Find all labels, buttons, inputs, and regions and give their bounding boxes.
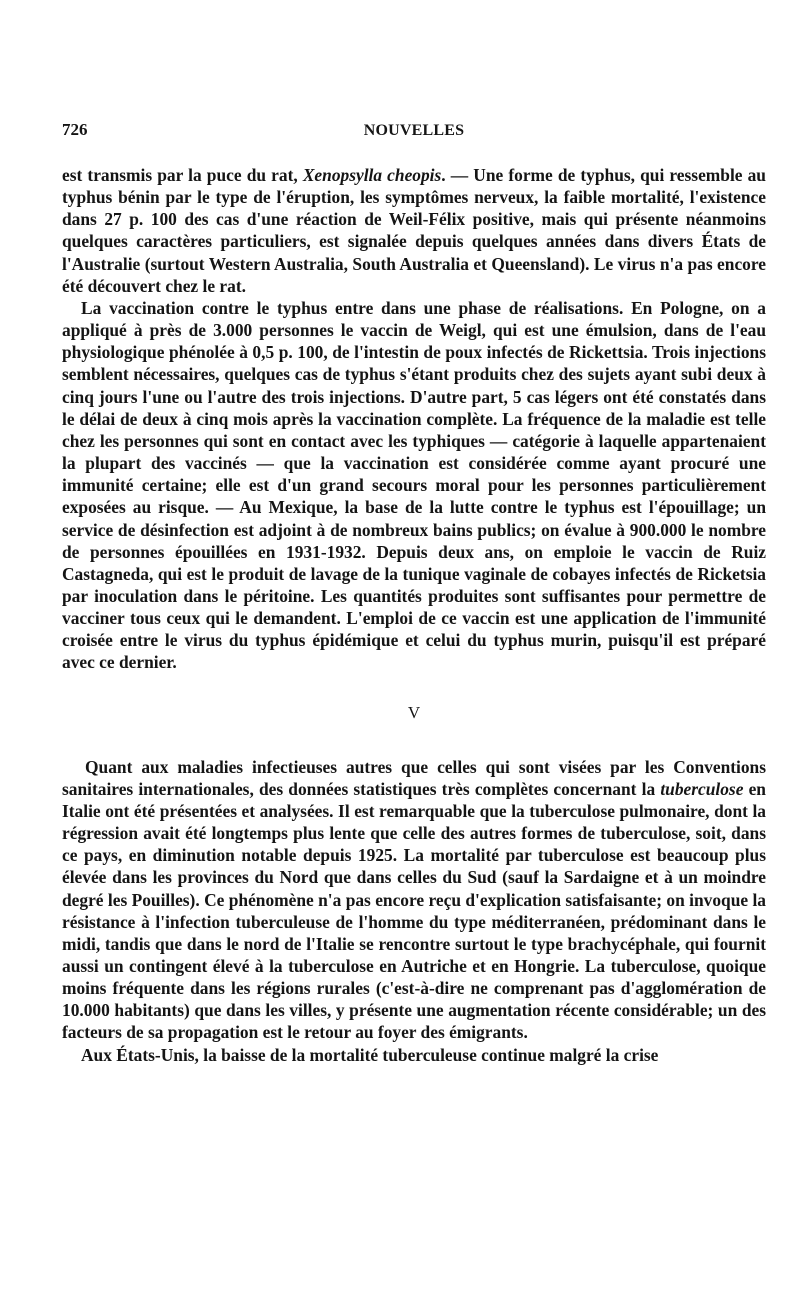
paragraph-text-end: . — Une forme de typhus, qui ressemble au typhus bénin par le type de l'éruption, les symptômes nerveux, la faible mortalité, l'existence dans 27 p. 100 des cas d'une réaction de Weil-Félix positive, mais qui présente néanmoins quelques caractères particuliers, est signalée depuis quelques années dans divers États de l'Australie (surtout Western Australia, South Australia et Queensland). Le virus n'a pas encore été découvert chez le rat. [62,165,766,296]
paragraph-text-end: en Italie ont été présentées et analysées. Il est remarquable que la tuberculose pulmonaire, dont la régression avait été longtemps plus lente que celle des autres formes de tuberculose, soit, dans ce pays, en diminution notable depuis 1925. La mortalité par tuberculose est beaucoup plus élevée dans les provinces du Nord que dans celles du Sud (sauf la Sardaigne et à un moindre degré les Pouilles). Ce phénomène n'a pas encore reçu d'explication satisfaisante; on invoque la résistance à l'infection tuberculeuse de l'homme du type méditerranéen, prédominant dans le midi, tandis que dans le nord de l'Italie se rencontre surtout le type brachycéphale, qui fournit aussi un contingent élevé à la tuberculose en Autriche et en Hongrie. La tuberculose, quoique moins fréquente dans les régions rurales (c'est-à-dire ne comprenant pas d'agglomération de 10.000 habitants) que dans les villes, y présente une augmentation récente considérable; un des facteurs de sa propagation est le retour au foyer des émigrants. [62,778,766,1043]
paragraph-tuberculosis-italy [62,756,766,1044]
paragraph-typhus-vaccination: La vaccination contre le typhus entre dans une phase de réalisations. En Pologne, on a appliqué à près de 3.000 personnes le vaccin de Weigl, qui est une émulsion, dans de l'eau physiologique phénolée à 0,5 p. 100, de l'intestin de poux infectés de Rickettsia. Trois injections semblent nécessaires, quelques cas de typhus s'étant produits chez des sujets ayant subi deux à cinq jours l'une ou l'autre des trois injections. D'autre part, 5 cas légers ont été constatés dans le délai de deux à cinq mois après la vaccination complète. La fréquence de la maladie est telle chez les personnes qui sont en contact avec les typhiques — catégorie à laquelle appartenaient la plupart des vaccinés — que la vaccination est considérée comme ayant procuré une immunité certaine; elle est d'un grand secours moral pour les personnes particulièrement exposées au risque. — Au Mexique, la base de la lutte contre le typhus est l'épouillage; un service de désinfection est adjoint à de nombreux bains publics; on évalue à 900.000 le nombre de personnes épouillées en 1931-1932. Depuis deux ans, on emploie le vaccin de Ruiz Castagneda, qui est le produit de lavage de la tunique vaginale de cobayes infectés de Ricketsia par inoculation dans le péritoine. Les quantités produites sont suffisantes pour permettre de vacciner tous ceux qui le demandent. L'emploi de ce vaccin est une application de l'immunité croisée entre le virus du typhus épidémique et celui du typhus murin, puisqu'il est préparé avec ce dernier. [62,297,766,673]
page-number: 726 [62,120,88,139]
paragraph-tuberculosis-united-states: Aux États-Unis, la baisse de la mortalité tuberculeuse continue malgré la crise [81,1044,659,1065]
running-title: NOUVELLES [363,122,465,139]
document-page [62,118,766,1066]
species-name: Xenopsylla cheopis [302,165,442,185]
section-heading: V [407,702,421,722]
paragraph-text-start: est transmis par la puce du rat, [62,165,303,185]
paragraph-text-start: Quant aux maladies infectieuses autres que celles qui sont visées par les Conventions sanitaires internationales, des données statistiques très complètes concernant la [62,756,766,799]
running-header [62,118,766,148]
disease-name: tuberculose [660,778,744,799]
paragraph-typhus-australia [62,164,766,297]
